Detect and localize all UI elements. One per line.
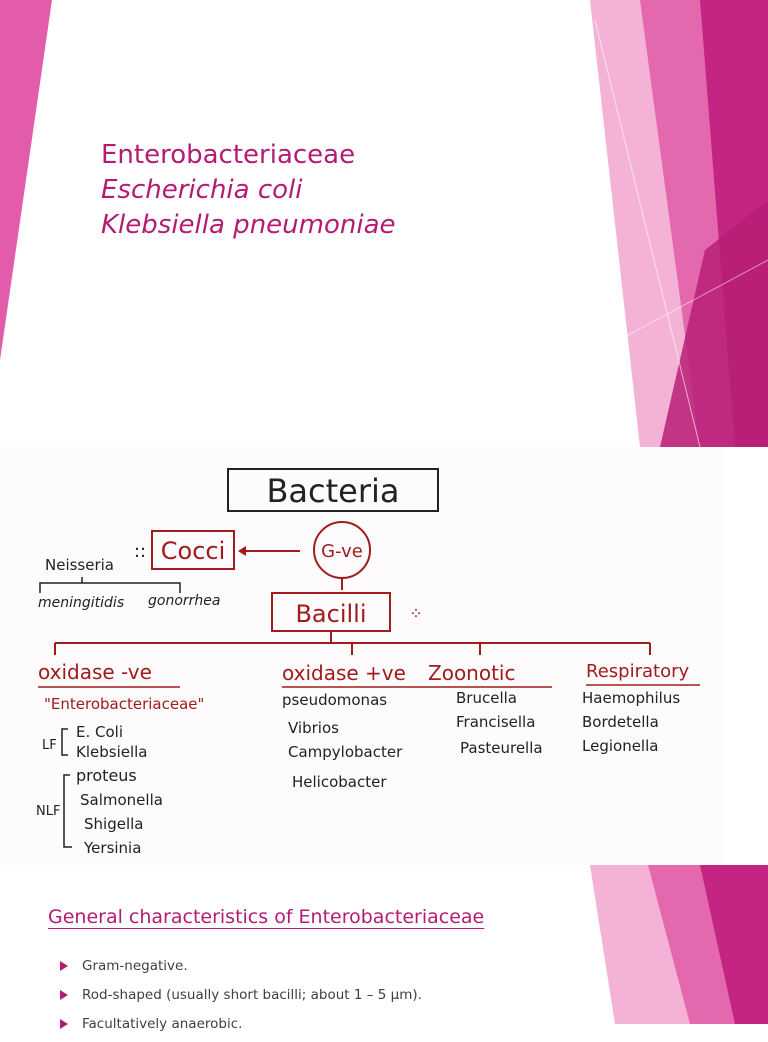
respiratory-item-1: Haemophilus: [582, 689, 681, 707]
col-heading-oxidase-neg: oxidase -ve: [38, 660, 152, 684]
lf-item-2: Klebsiella: [76, 743, 148, 761]
gram-label: G-ve: [321, 541, 363, 562]
col-subheading-enterobacteriaceae: "Enterobacteriaceae": [44, 695, 205, 713]
respiratory-item-3: Legionella: [582, 737, 659, 755]
slide-title: [101, 138, 396, 243]
nlf-label: NLF: [36, 804, 61, 819]
left-ribbon: [0, 0, 52, 360]
dots: ::: [133, 541, 147, 562]
root-label: Bacteria: [266, 472, 400, 510]
diagram-photo: [0, 447, 722, 865]
bullet-arrow-icon: [60, 990, 68, 1000]
bacilli-label: Bacilli: [295, 600, 367, 628]
neisseria-species-1: meningitidis: [38, 595, 125, 611]
oxidase-pos-item-2: Vibrios: [288, 719, 339, 737]
nlf-item-4: Yersinia: [84, 839, 142, 857]
arrow-head: [238, 546, 246, 556]
zoonotic-item-2: Francisella: [456, 713, 536, 731]
nlf-bracket: [64, 775, 72, 847]
bullet-arrow-icon: [60, 1019, 68, 1029]
bacteria-diagram: [0, 447, 722, 865]
col-heading-zoonotic: Zoonotic: [428, 661, 516, 685]
bullet-arrow-icon: [60, 961, 68, 971]
title-line-1: Enterobacteriaceae: [101, 140, 356, 170]
category-branch: [55, 631, 650, 655]
neisseria-species-2: gonorrhea: [148, 593, 221, 609]
oxidase-pos-item-3: Campylobacter: [288, 743, 403, 761]
spark-marks: ⁘: [409, 604, 423, 623]
list-item: Facultatively anaerobic.: [60, 1013, 422, 1042]
col-heading-respiratory: Respiratory: [586, 661, 690, 682]
zoonotic-item-3: Pasteurella: [460, 739, 543, 757]
nlf-item-2: Salmonella: [80, 791, 163, 809]
list-item: Gram-negative.: [60, 955, 422, 984]
list-item: Rod-shaped (usually short bacilli; about 1 – 5 µm).: [60, 984, 422, 1013]
neisseria-branch: [40, 577, 180, 593]
lf-label: LF: [42, 738, 57, 753]
zoonotic-item-1: Brucella: [456, 689, 517, 707]
section-heading: General characteristics of Enterobacteriaceae: [48, 906, 485, 928]
cocci-label: Cocci: [160, 537, 226, 565]
title-slide: [0, 0, 768, 447]
oxidase-pos-item-1: pseudomonas: [282, 691, 388, 709]
heading-underlines: [38, 685, 700, 687]
lf-item-1: E. Coli: [76, 723, 123, 741]
characteristics-list: [60, 955, 422, 1042]
oxidase-pos-item-4: Helicobacter: [292, 773, 387, 791]
nlf-item-3: Shigella: [84, 815, 144, 833]
title-line-2: Escherichia coli: [101, 175, 303, 205]
col-heading-oxidase-pos: oxidase +ve: [282, 661, 406, 685]
respiratory-item-2: Bordetella: [582, 713, 659, 731]
neisseria-label: Neisseria: [45, 556, 115, 574]
lf-bracket: [62, 729, 68, 755]
nlf-item-1: proteus: [76, 766, 137, 785]
title-line-3: Klebsiella pneumoniae: [101, 210, 396, 240]
